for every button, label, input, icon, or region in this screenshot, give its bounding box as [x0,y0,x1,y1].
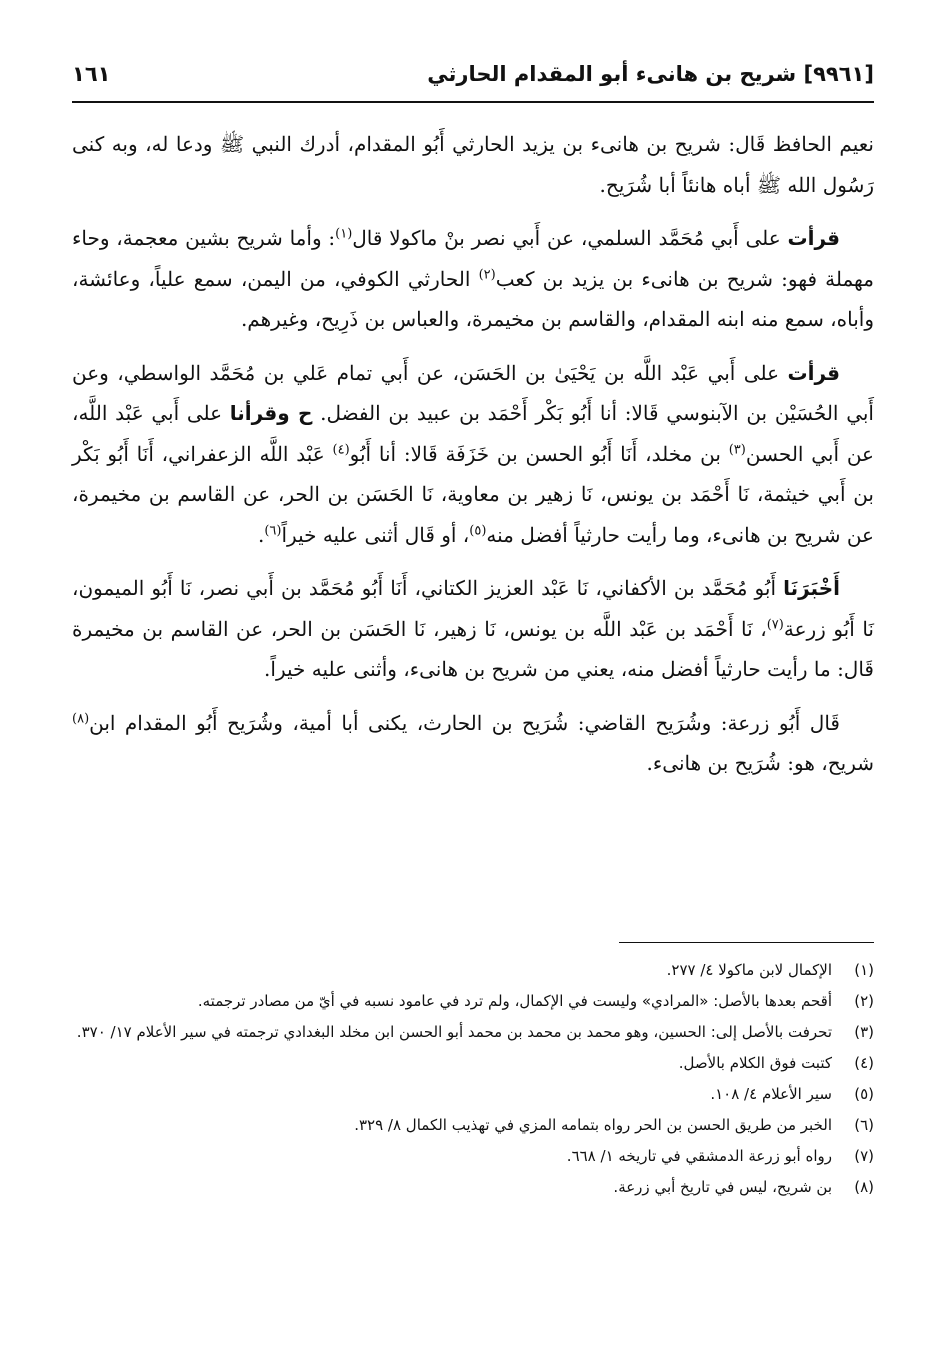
footnote-ref[interactable]: (٥) [469,522,487,538]
paragraph-3-text: . [257,522,265,547]
footnote-text: كتبت فوق الكلام بالأصل. [678,1054,832,1072]
footnote-text: الإكمال لابن ماكولا ٤/ ٢٧٧. [666,961,832,979]
footnote-ref[interactable]: (٢) [478,266,496,282]
footnote-4 [72,1049,874,1078]
paragraph-3-text: بن مخلد، أَنَا أَبُو الحسن بن خَزَفَة قَالا: أنا أَبُو [349,441,729,466]
footnote-number: (٦) [854,1116,874,1134]
paragraph-4 [72,568,874,690]
paragraph-2-text: على أَبي مُحَمَّد السلمي، عن أَبي نصر بنْ ماكولا قال [352,226,788,250]
main-text [72,124,874,797]
paragraph-3-text: عَبْد اللَّه الزعفراني، أَنَا أَبُو بَكْر بن أَبي خيثمة، نَا أَحْمَد بن يونس، نَا زهير بن معاوية، نَا الحَسَن بن الحر، عن القاسم بن مخيمرة، عن شريح بن هانىء، وما رأيت حارثياً أفضل منه [72,441,874,547]
footnote-7 [72,1142,874,1171]
footnote-text: بن شريح، ليس في تاريخ أبي زرعة. [613,1178,832,1196]
paragraph-5-text: قَال أَبُو زرعة: وشُرَيح القاضي: شُرَيح بن الحارث، يكنى أبا أمية، وشُرَيح أَبُو المقدام ابن [89,710,840,735]
paragraph-3-lead: قرأت [787,360,840,385]
footnote-text: سير الأعلام ٤/ ١٠٨. [710,1085,832,1103]
footnote-number: (٨) [854,1178,874,1196]
paragraph-5 [72,703,874,784]
paragraph-3-text: ، أو قَال أثنى عليه خيراً [281,522,470,547]
paragraph-3-lead2: وقرأنا [229,401,298,425]
footnote-separator [619,942,874,943]
paragraph-5-text: شريح، هو: شُرَيح بن هانىء. [646,751,874,775]
footnote-2 [72,987,874,1016]
paragraph-2-lead: قرأت [787,226,840,250]
paragraph-3-text: على أَبي عَبْد اللَّه، عن أَبي الحسن [72,401,874,466]
footnote-text: أقحم بعدها بالأصل: «المرادي» وليست في الإكمال، ولم ترد في عامود نسبه في أيّ من مصادر ترجمته. [197,992,832,1010]
footnote-3 [72,1018,874,1047]
footnote-number: (٧) [854,1147,874,1165]
footnote-ref[interactable]: (٣) [728,441,746,457]
footnote-5 [72,1080,874,1109]
page-number: ١٦١ [72,62,111,86]
paragraph-2-text: الحارثي الكوفي، من اليمن، سمع علياً، وعائشة، وأباه، سمع منه ابنه المقدام، والقاسم بن مخيمرة، والعباس بن ذَرِيح، وغيرهم. [72,266,874,331]
footnote-number: (١) [854,961,874,979]
header-rule [72,101,874,103]
footnote-number: (٤) [854,1054,874,1072]
paragraph-4-lead: أَخْبَرَنَا [783,576,840,600]
footnote-number: (٥) [854,1085,874,1103]
footnote-1 [72,956,874,985]
footnote-text: تحرفت بالأصل إلى: الحسين، وهو محمد بن محمد بن محمد أبو الحسن ابن مخلد البغدادي ترجمته في سير الأعلام ١٧/ ٣٧٠. [76,1023,832,1041]
footnote-text: رواه أبو زرعة الدمشقي في تاريخه ١/ ٦٦٨. [566,1147,832,1165]
footnote-ref[interactable]: (٤) [332,441,350,457]
paragraph-1-text: نعيم الحافظ قَال: شريح بن هانىء بن يزيد الحارثي أَبُو المقدام، أدرك النبي ﷺ ودعا له، وبه كنى رَسُول الله ﷺ أباه هانئاً أبا شُرَيح. [72,132,874,197]
footnote-ref[interactable]: (١) [335,226,353,242]
paragraph-1 [72,124,874,205]
paragraph-4-text: ، نَا أَحْمَد بن عَبْد اللَّه بن يونس، نَا زهير، نَا الحَسَن بن الحر، عن القاسم بن مخيمرة قَال: ما رأيت حارثياً أفضل منه، يعني من شريح بن هانىء، وأثنى عليه خيراً. [72,616,874,681]
paragraph-2 [72,218,874,340]
tahwil-mark: ح [297,401,313,425]
footnote-number: (٣) [854,1023,874,1041]
footnote-ref[interactable]: (٦) [264,522,282,538]
footnote-text: الخبر من طريق الحسن بن الحر رواه بتمامه المزي في تهذيب الكمال ٨/ ٣٢٩. [354,1116,832,1134]
running-title: [٩٩٦١] شريح بن هانىء أبو المقدام الحارثي [427,62,874,86]
paragraph-3 [72,353,874,556]
paragraph-2-text: : وأما شريح بشين معجمة، وحاء مهملة فهو: شريح بن هانىء بن يزيد بن كعب [72,226,874,291]
footnote-ref[interactable]: (٧) [766,616,784,632]
paragraph-4-text: أَبُو مُحَمَّد بن الأكفاني، نَا عَبْد العزيز الكتاني، أَنَا أَبُو مُحَمَّد بن أَبي نصر، نَا أَبُو الميمون، نَا أَبُو زرعة [72,576,874,641]
page-header [72,56,874,100]
footnotes [72,956,874,1204]
footnote-6 [72,1111,874,1140]
footnote-number: (٢) [854,992,874,1010]
footnote-8 [72,1173,874,1202]
paragraph-3-text: على أَبي عَبْد اللَّه بن يَحْيَىٰ بن الحَسَن، عن أَبي تمام عَلي بن مُحَمَّد الواسطي، وعن أَبي الحُسَيْن بن الآبنوسي قَالا: أنا أَبُو بَكْر أَحْمَد بن عبيد بن الفضل. [72,360,874,425]
footnote-ref[interactable]: (٨) [72,710,90,726]
